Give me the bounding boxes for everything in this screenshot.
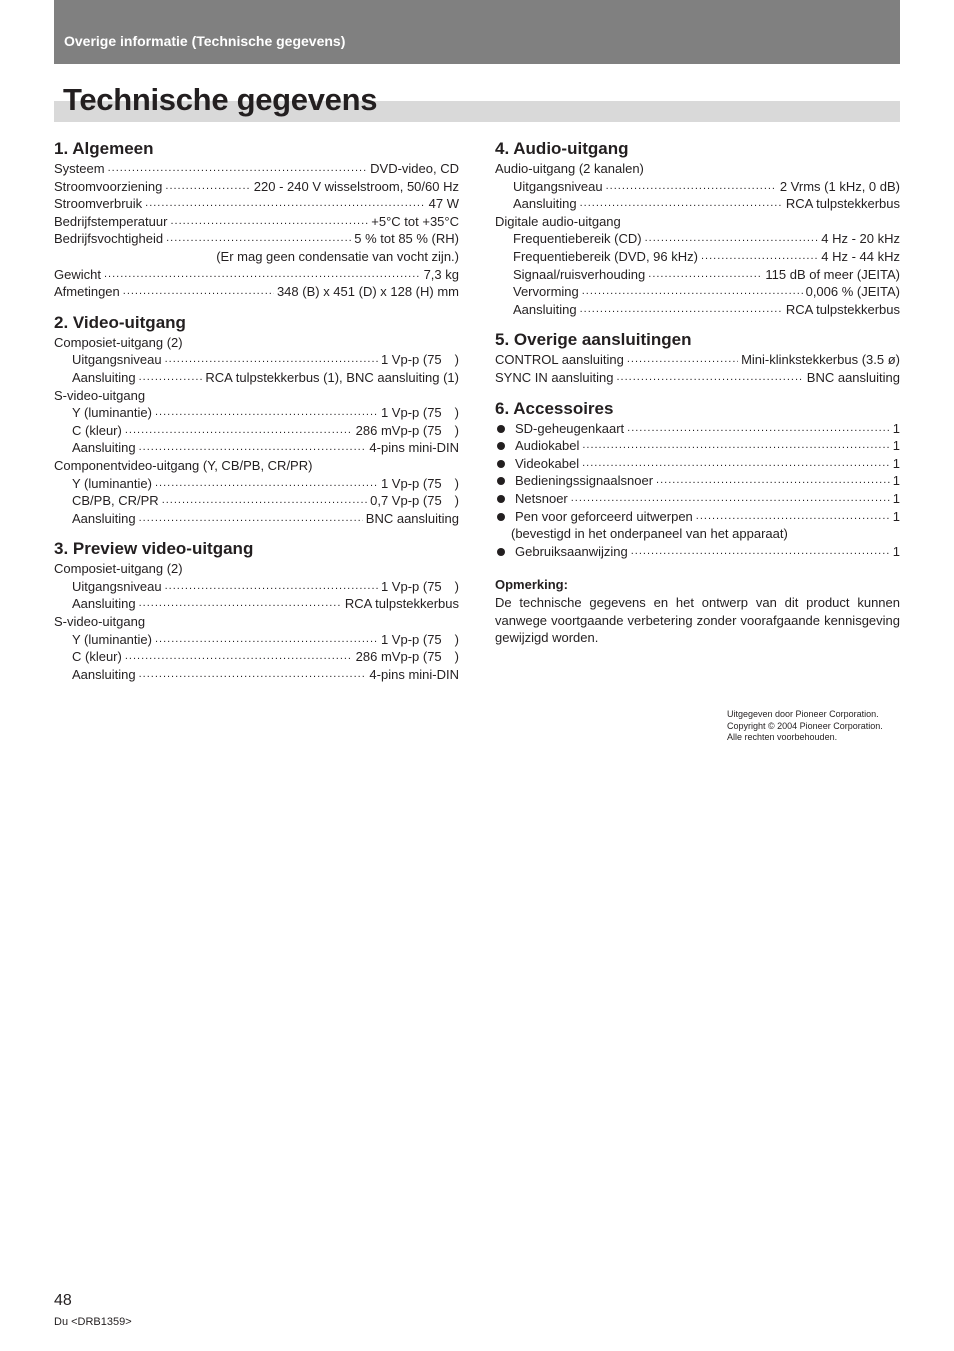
spec-row xyxy=(495,248,900,266)
publisher-info xyxy=(727,709,883,744)
spec-label: Afmetingen xyxy=(54,284,120,300)
header-bar xyxy=(54,0,900,64)
note-body: De technische gegevens en het ontwerp van dit product kunnen vanwege voortgaande verbetering zonder voorafgaande kennisgeving gewijzigd worden. xyxy=(495,595,900,646)
spec-value: Mini-klinkstekkerbus (3.5 ø) xyxy=(741,352,900,368)
copyright-line: Copyright © 2004 Pioneer Corporation. xyxy=(727,720,883,731)
spec-label: Frequentiebereik (DVD, 96 kHz) xyxy=(513,248,698,264)
indent-spacer xyxy=(495,525,511,543)
bullet-icon xyxy=(497,425,505,433)
rights-line: Alle rechten voorbehouden. xyxy=(727,732,838,742)
spec-row xyxy=(54,631,459,649)
spec-section xyxy=(495,138,900,318)
spec-label: Bedrijfstemperatuur xyxy=(54,213,168,229)
spec-value: 0,006 % (JEITA) xyxy=(805,284,900,300)
spec-label: Aansluiting xyxy=(72,510,136,526)
spec-group-label xyxy=(54,457,459,475)
dot-leader xyxy=(136,595,342,613)
spec-row xyxy=(54,283,459,301)
bullet-icon xyxy=(497,495,505,503)
spec-value: 1 Vp-p (75 ) xyxy=(380,631,459,647)
spec-value: RCA tulpstekkerbus (1), BNC aansluiting (1) xyxy=(205,369,459,385)
spec-value: 1 xyxy=(892,455,900,471)
spec-row xyxy=(54,595,459,613)
spec-value: 1 Vp-p (75 ) xyxy=(380,352,459,368)
spec-label: Y (luminantie) xyxy=(72,631,152,647)
dot-leader xyxy=(645,266,762,284)
spec-note xyxy=(54,248,459,266)
group-label-text: Audio-uitgang (2 kanalen) xyxy=(495,161,644,176)
bullet-icon xyxy=(497,442,505,450)
spec-value: 1 xyxy=(892,543,900,559)
spec-label: Aansluiting xyxy=(72,596,136,612)
group-label-text: S-video-uitgang xyxy=(54,614,146,630)
header-text: Overige informatie (Technische gegevens) xyxy=(64,33,346,49)
spec-row xyxy=(495,543,900,561)
spec-row xyxy=(54,178,459,196)
spec-value: 1 xyxy=(892,508,900,524)
spec-value: 7,3 kg xyxy=(423,266,459,282)
dot-leader xyxy=(152,475,378,493)
spec-row xyxy=(54,475,459,493)
dot-leader xyxy=(163,230,351,248)
section-title: 5. Overige aansluitingen xyxy=(495,330,692,350)
spec-value: BNC aansluiting xyxy=(365,510,459,526)
spec-group-label xyxy=(54,387,459,405)
spec-row xyxy=(54,648,459,666)
spec-label: CB/PB, CR/PR xyxy=(72,493,159,509)
dot-leader xyxy=(579,437,889,455)
spec-label: Uitgangsniveau xyxy=(513,178,603,194)
spec-row xyxy=(54,369,459,387)
spec-row xyxy=(495,283,900,301)
dot-leader xyxy=(136,666,367,684)
spec-section xyxy=(54,538,459,683)
spec-section xyxy=(54,312,459,528)
spec-value: 4-pins mini-DIN xyxy=(369,666,459,682)
spec-label: Aansluiting xyxy=(72,440,136,456)
spec-label: Y (luminantie) xyxy=(72,475,152,491)
dot-leader xyxy=(698,248,818,266)
spec-row xyxy=(495,508,900,526)
spec-row xyxy=(495,490,900,508)
spec-value: 4-pins mini-DIN xyxy=(369,440,459,456)
spec-value: 115 dB of meer (JEITA) xyxy=(765,266,900,282)
dot-leader xyxy=(122,422,353,440)
spec-value: 5 % tot 85 % (RH) xyxy=(354,231,459,247)
spec-label: Y (luminantie) xyxy=(72,405,152,421)
note-text: (Er mag geen condensatie van vocht zijn.) xyxy=(216,248,459,264)
dot-leader xyxy=(162,578,378,596)
page-number: 48 xyxy=(54,1292,72,1309)
dot-leader xyxy=(136,510,363,528)
bullet-icon xyxy=(497,477,505,485)
spec-label: Uitgangsniveau xyxy=(72,352,162,368)
section-title: 3. Preview video-uitgang xyxy=(54,539,254,559)
dot-leader xyxy=(693,508,890,526)
spec-row xyxy=(495,195,900,213)
dot-leader xyxy=(152,404,378,422)
spec-label: Aansluiting xyxy=(513,196,577,212)
spec-label: SYNC IN aansluiting xyxy=(495,369,614,385)
dot-leader xyxy=(568,490,890,508)
dot-leader xyxy=(579,283,803,301)
spec-group-label xyxy=(495,160,900,178)
dot-leader xyxy=(624,351,738,369)
bullet-icon xyxy=(497,513,505,521)
spec-label: Stroomvoorziening xyxy=(54,178,163,194)
spec-value: 1 xyxy=(892,473,900,489)
dot-leader xyxy=(577,301,783,319)
dot-leader xyxy=(162,351,378,369)
spec-row xyxy=(54,404,459,422)
spec-label: CONTROL aansluiting xyxy=(495,352,624,368)
dot-leader xyxy=(142,195,426,213)
spec-label: Vervorming xyxy=(513,284,579,300)
spec-row xyxy=(54,510,459,528)
spec-row xyxy=(495,369,900,387)
spec-value: 2 Vrms (1 kHz, 0 dB) xyxy=(779,178,900,194)
doc-code: Du <DRB1359> xyxy=(54,1316,132,1328)
spec-row xyxy=(54,230,459,248)
spec-row xyxy=(495,455,900,473)
spec-label: Stroomverbruik xyxy=(54,196,143,212)
spec-value: 1 Vp-p (75 ) xyxy=(380,475,459,491)
right-column xyxy=(495,138,900,647)
spec-value: 4 Hz - 20 kHz xyxy=(821,231,900,247)
dot-leader xyxy=(105,160,368,178)
bullet-icon xyxy=(497,460,505,468)
dot-leader xyxy=(624,420,890,438)
publisher-line: Uitgegeven door Pioneer Corporation. xyxy=(727,709,879,719)
spec-row xyxy=(54,439,459,457)
dot-leader xyxy=(101,266,421,284)
spec-group-label xyxy=(495,525,900,543)
spec-label: Pen voor geforceerd uitwerpen xyxy=(515,508,693,524)
spec-row xyxy=(495,230,900,248)
spec-value: 1 Vp-p (75 ) xyxy=(380,405,459,421)
spec-label: Signaal/ruisverhouding xyxy=(513,266,646,282)
spec-row xyxy=(54,666,459,684)
spec-row xyxy=(54,578,459,596)
spec-label: Bedrijfsvochtigheid xyxy=(54,231,164,247)
spec-label: Uitgangsniveau xyxy=(72,578,162,594)
spec-row xyxy=(54,422,459,440)
dot-leader xyxy=(120,283,274,301)
dot-leader xyxy=(614,369,804,387)
dot-leader xyxy=(642,230,819,248)
spec-row xyxy=(54,351,459,369)
spec-label: Netsnoer xyxy=(515,490,568,506)
spec-label: Aansluiting xyxy=(513,301,577,317)
spec-label: Audiokabel xyxy=(515,438,580,454)
spec-row xyxy=(54,492,459,510)
dot-leader xyxy=(162,178,250,196)
spec-value: 1 xyxy=(892,420,900,436)
spec-row xyxy=(495,472,900,490)
spec-group-label xyxy=(54,334,459,352)
spec-label: Frequentiebereik (CD) xyxy=(513,231,642,247)
spec-row xyxy=(54,195,459,213)
spec-row xyxy=(495,437,900,455)
dot-leader xyxy=(122,648,353,666)
spec-value: 1 xyxy=(892,490,900,506)
dot-leader xyxy=(603,178,777,196)
spec-row xyxy=(54,266,459,284)
dot-leader xyxy=(159,492,367,510)
spec-value: 4 Hz - 44 kHz xyxy=(821,248,900,264)
spec-label: Bedieningssignaalsnoer xyxy=(515,473,654,489)
spec-group-label xyxy=(54,560,459,578)
spec-value: 0,7 Vp-p (75 ) xyxy=(370,493,459,509)
dot-leader xyxy=(136,439,367,457)
group-label-text: Componentvideo-uitgang (Y, CB/PB, CR/PR) xyxy=(54,457,313,473)
dot-leader xyxy=(167,213,368,231)
spec-row xyxy=(495,266,900,284)
group-label-text: (bevestigd in het onderpaneel van het apparaat) xyxy=(511,526,788,542)
left-column xyxy=(54,138,459,694)
bullet-icon xyxy=(497,548,505,556)
group-label-text: Composiet-uitgang (2) xyxy=(54,334,183,350)
spec-value: RCA tulpstekkerbus xyxy=(785,196,900,212)
page-title: Technische gegevens xyxy=(63,82,378,117)
spec-row xyxy=(495,178,900,196)
spec-label: Aansluiting xyxy=(72,369,136,385)
spec-group-label xyxy=(495,213,900,231)
spec-value: 286 mVp-p (75 ) xyxy=(355,422,459,438)
note-title: Opmerking: xyxy=(495,577,568,593)
spec-row xyxy=(495,420,900,438)
dot-leader xyxy=(136,369,203,387)
dot-leader xyxy=(152,631,378,649)
spec-value: DVD-video, CD xyxy=(370,161,459,176)
group-label-text: S-video-uitgang xyxy=(54,387,146,403)
spec-value: 286 mVp-p (75 ) xyxy=(355,649,459,665)
spec-value: +5°C tot +35°C xyxy=(371,213,459,229)
spec-value: 1 xyxy=(892,438,900,454)
spec-row xyxy=(54,160,459,178)
spec-group-label xyxy=(54,613,459,631)
spec-value: 220 - 240 V wisselstroom, 50/60 Hz xyxy=(253,178,459,194)
section-title: 6. Accessoires xyxy=(495,398,614,418)
spec-row xyxy=(495,301,900,319)
spec-label: Gewicht xyxy=(54,266,101,282)
spec-label: Videokabel xyxy=(515,455,580,471)
dot-leader xyxy=(628,543,890,561)
spec-label: Gebruiksaanwijzing xyxy=(515,543,628,559)
spec-value: 47 W xyxy=(428,196,459,212)
spec-label: C (kleur) xyxy=(72,649,122,665)
section-title: 1. Algemeen xyxy=(54,139,154,158)
dot-leader xyxy=(577,195,783,213)
dot-leader xyxy=(579,455,890,473)
spec-value: 348 (B) x 451 (D) x 128 (H) mm xyxy=(276,284,459,300)
spec-section xyxy=(495,398,900,561)
spec-label: Systeem xyxy=(54,161,105,176)
dot-leader xyxy=(653,472,890,490)
spec-row xyxy=(54,213,459,231)
spec-label: SD-geheugenkaart xyxy=(515,420,625,436)
section-title: 2. Video-uitgang xyxy=(54,312,186,332)
right-sections xyxy=(495,138,900,560)
spec-value: RCA tulpstekkerbus xyxy=(344,596,459,612)
section-title: 4. Audio-uitgang xyxy=(495,139,629,158)
spec-section xyxy=(54,138,459,301)
group-label-text: Digitale audio-uitgang xyxy=(495,213,621,229)
group-label-text: Composiet-uitgang (2) xyxy=(54,561,183,577)
spec-label: C (kleur) xyxy=(72,422,122,438)
spec-label: Aansluiting xyxy=(72,666,136,682)
spec-value: 1 Vp-p (75 ) xyxy=(380,578,459,594)
spec-section xyxy=(495,329,900,386)
spec-value: RCA tulpstekkerbus xyxy=(785,301,900,317)
spec-value: BNC aansluiting xyxy=(806,369,900,385)
spec-row xyxy=(495,351,900,369)
